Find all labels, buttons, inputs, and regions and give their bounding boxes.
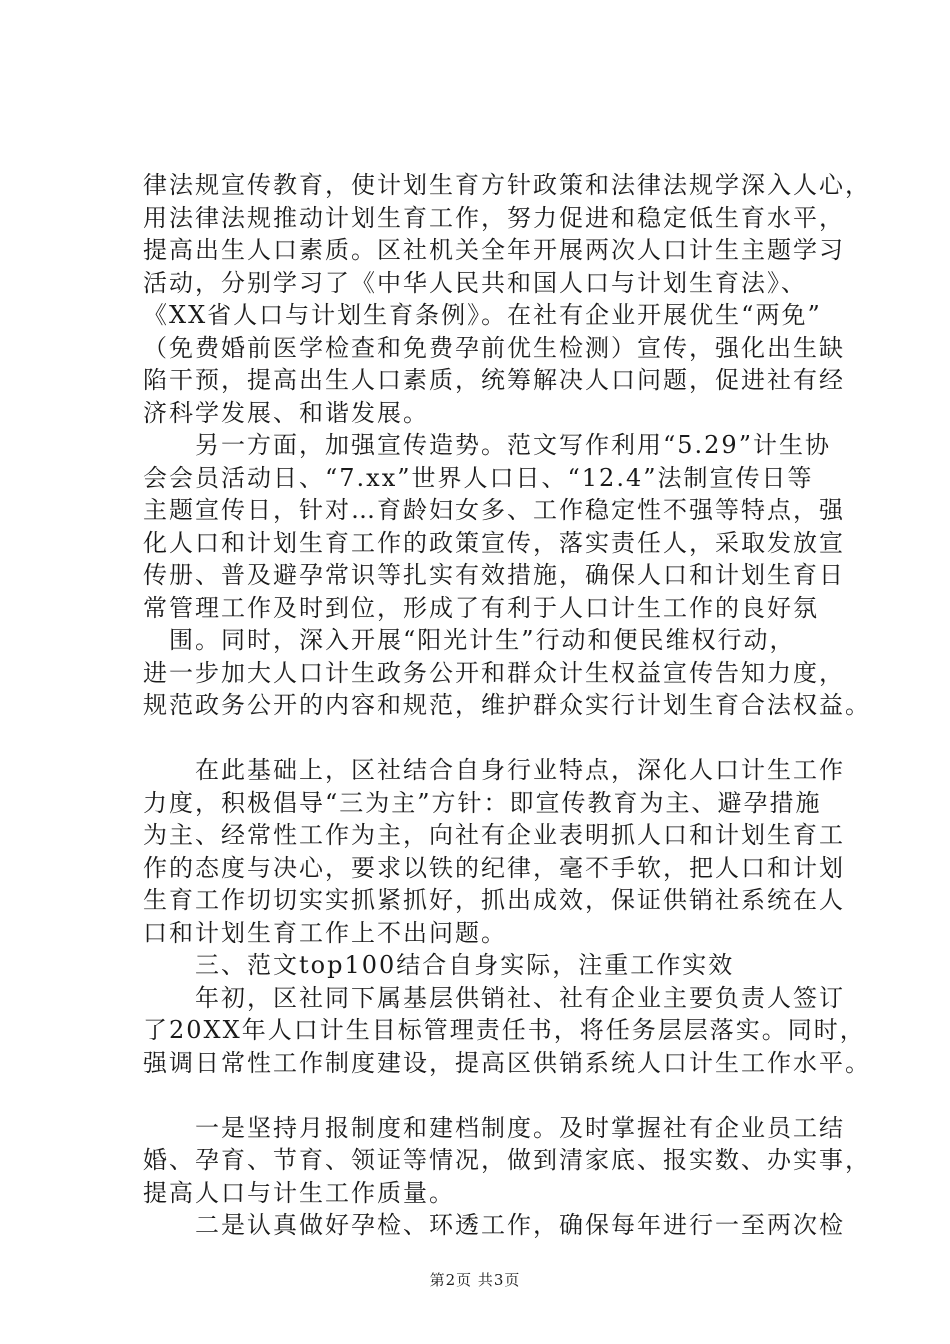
text-line: 常管理工作及时到位，形成了有利于人口计生工作的良好氛 bbox=[143, 593, 819, 622]
text-line: 济科学发展、和谐发展。 bbox=[143, 398, 429, 427]
text-line: 用法律法规推动计划生育工作，努力促进和稳定低生育水平， bbox=[143, 203, 845, 232]
text-line: 二是认真做好孕检、环透工作，确保每年进行一至两次检 bbox=[143, 1211, 845, 1239]
paragraph bbox=[143, 1112, 871, 1242]
document-body bbox=[143, 169, 871, 1242]
section-heading: 三、范文top100结合自身实际，注重工作实效 bbox=[143, 951, 735, 979]
page-number-footer: 第2页 共3页 bbox=[429, 1271, 521, 1289]
text-line: 生育工作切切实实抓紧抓好，抓出成效，保证供销社系统在人 bbox=[143, 886, 845, 914]
paragraph-spacer bbox=[143, 722, 833, 755]
text-line: 会会员活动日、“7.xx”世界人口日、“12.4”法制宣传日等 bbox=[143, 463, 814, 492]
text-line: 《XX省人口与计划生育条例》。在社有企业开展优生“两免” bbox=[143, 301, 822, 329]
text-line: 强调日常性工作制度建设，提高区供销系统人口计生工作水平。 bbox=[143, 1048, 871, 1077]
text-line: 传册、普及避孕常识等扎实有效措施，确保人口和计划生育日 bbox=[143, 561, 845, 589]
paragraph bbox=[143, 429, 871, 722]
text-line: 在此基础上，区社结合自身行业特点，深化人口计生工作 bbox=[143, 756, 845, 784]
text-line: 提高人口与计生工作质量。 bbox=[143, 1178, 455, 1207]
text-line: 力度，积极倡导“三为主”方针：即宣传教育为主、避孕措施 bbox=[143, 788, 822, 817]
text-line: （免费婚前医学检查和免费孕前优生检测）宣传，强化出生缺 bbox=[143, 333, 845, 362]
text-line: 为主、经常性工作为主，向社有企业表明抓人口和计划生育工 bbox=[143, 821, 845, 849]
text-line: 进一步加大人口计生政务公开和群众计生权益宣传告知力度， bbox=[143, 658, 845, 687]
text-line: 另一方面，加强宣传造势。范文写作利用“5.29”计生协 bbox=[143, 431, 831, 459]
text-line: 婚、孕育、节育、领证等情况，做到清家底、报实数、办实事， bbox=[143, 1146, 871, 1174]
text-line: 提高出生人口素质。区社机关全年开展两次人口计生主题学习 bbox=[143, 236, 845, 264]
text-line: 陷干预，提高出生人口素质，统筹解决人口问题，促进社有经 bbox=[143, 366, 845, 394]
text-line: 一是坚持月报制度和建档制度。及时掌握社有企业员工结 bbox=[143, 1113, 845, 1142]
paragraph-spacer bbox=[143, 1079, 833, 1112]
text-line: 活动，分别学习了《中华人民共和国人口与计划生育法》、 bbox=[143, 268, 807, 297]
text-line: 主题宣传日，针对…育龄妇女多、工作稳定性不强等特点，强 bbox=[143, 496, 845, 524]
text-line: 律法规宣传教育，使计划生育方针政策和法律法规学深入人心， bbox=[143, 171, 871, 199]
text-line: 年初，区社同下属基层供销社、社有企业主要负责人签订 bbox=[143, 983, 845, 1012]
text-line: 口和计划生育工作上不出问题。 bbox=[143, 918, 507, 947]
text-line: 化人口和计划生育工作的政策宣传，落实责任人，采取发放宣 bbox=[143, 528, 845, 557]
paragraph bbox=[143, 754, 871, 1079]
text-line: 作的态度与决心，要求以铁的纪律，毫不手软，把人口和计划 bbox=[143, 853, 845, 882]
text-line: 规范政务公开的内容和规范，维护群众实行计划生育合法权益。 bbox=[143, 691, 871, 719]
text-line: 围。同时，深入开展“阳光计生”行动和便民维权行动， bbox=[143, 626, 796, 654]
text-line: 了20XX年人口计生目标管理责任书，将任务层层落实。同时， bbox=[143, 1016, 866, 1044]
paragraph bbox=[143, 169, 871, 429]
